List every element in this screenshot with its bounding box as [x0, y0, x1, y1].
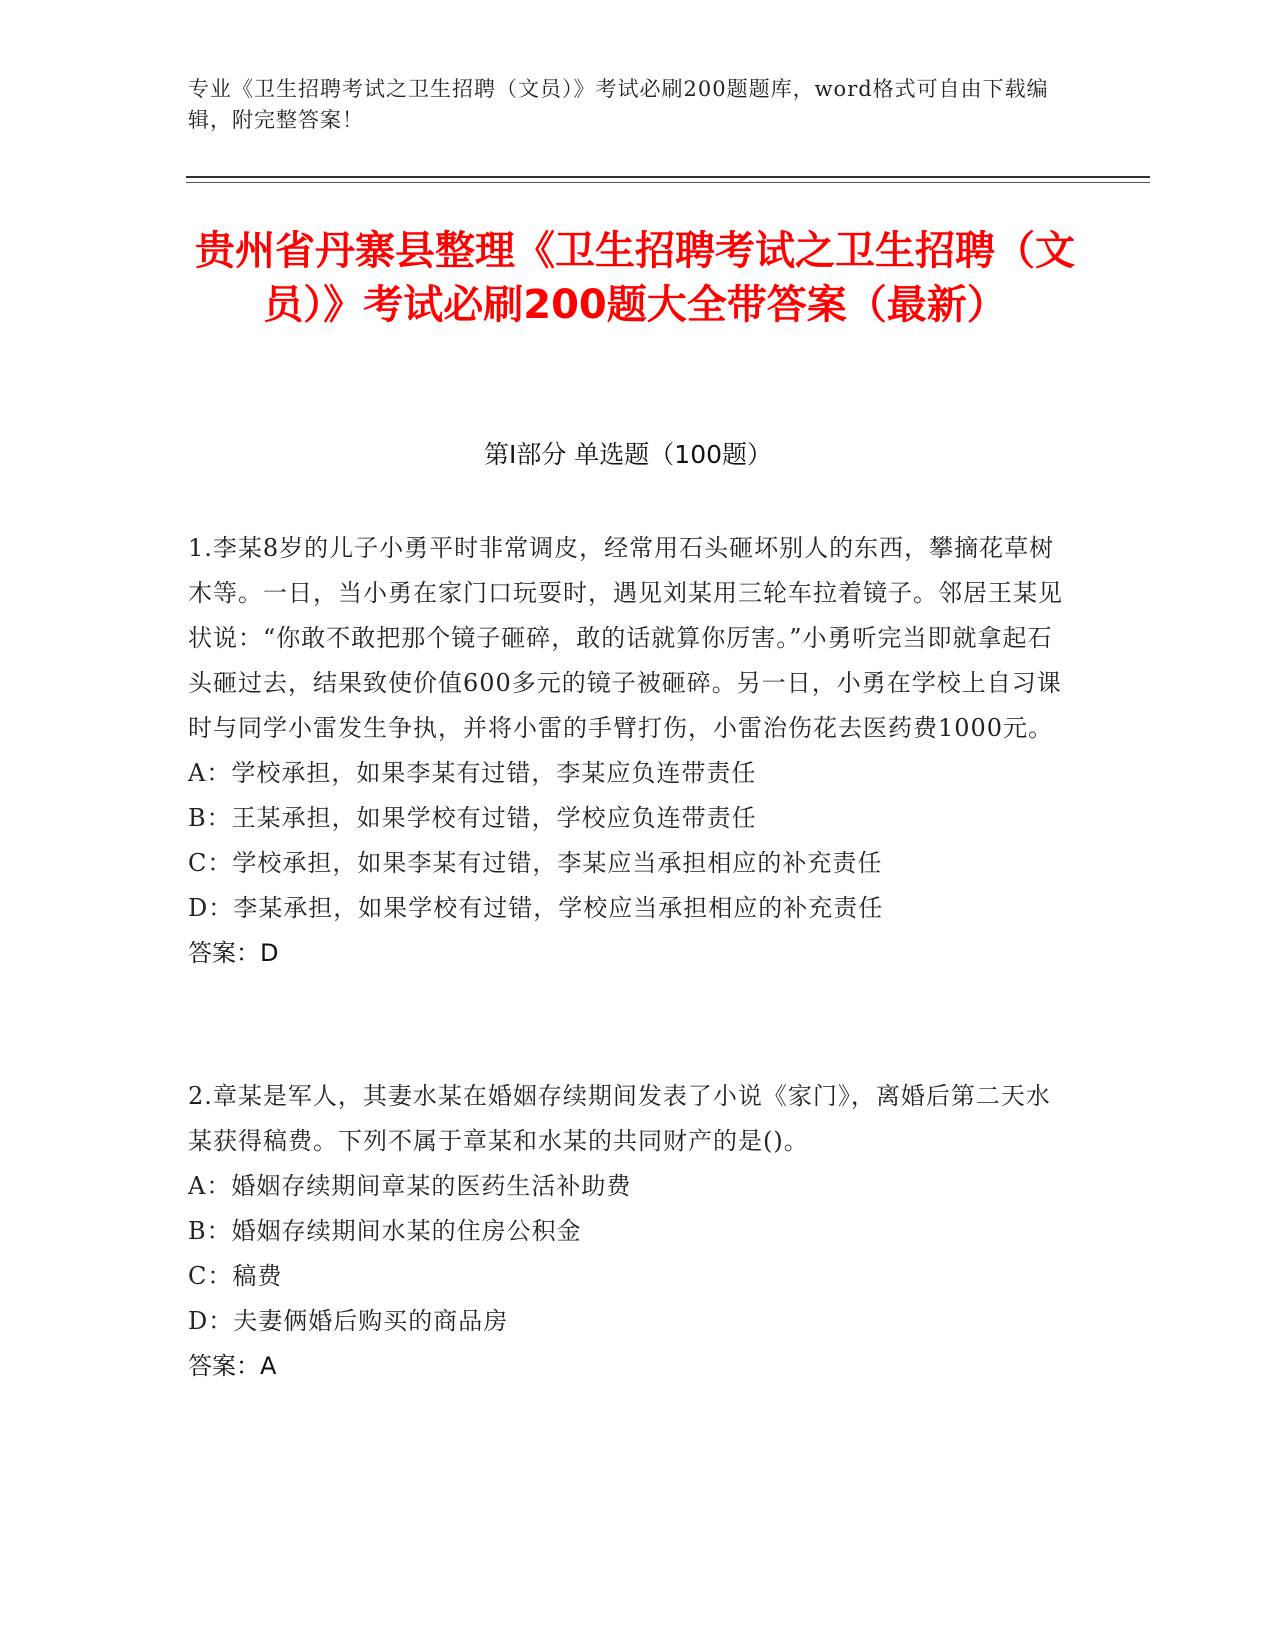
question-stem: 2.章某是军人，其妻水某在婚姻存续期间发表了小说《家门》，离婚后第二天水某获得稿费。下列不属于章某和水某的共同财产的是()。 — [188, 1082, 1051, 1155]
question-answer: 答案：A — [188, 1352, 277, 1380]
section-heading: 第I部分 单选题（100题） — [483, 440, 773, 469]
header-divider-thick — [186, 176, 1150, 178]
document-title: 贵州省丹寨县整理《卫生招聘考试之卫生招聘（文员）》考试必刷200题大全带答案（最新） — [195, 228, 1075, 328]
option-c: C：学校承担，如果李某有过错，李某应当承担相应的补充责任 — [188, 849, 883, 877]
question-1 — [188, 526, 1068, 976]
option-d: D：李某承担，如果学校有过错，学校应当承担相应的补充责任 — [188, 894, 884, 922]
option-c: C：稿费 — [188, 1262, 283, 1290]
option-a: A：学校承担，如果李某有过错，李某应负连带责任 — [188, 759, 757, 787]
option-b: B：婚姻存续期间水某的住房公积金 — [188, 1217, 582, 1245]
option-b: B：王某承担，如果学校有过错，学校应负连带责任 — [188, 804, 757, 832]
question-stem: 1.李某8岁的儿子小勇平时非常调皮，经常用石头砸坏别人的东西，攀摘花草树木等。一日，当小勇在家门口玩耍时，遇见刘某用三轮车拉着镜子。邻居王某见状说：“你敢不敢把那个镜子砸碎，敢的话就算你厉害。”小勇听完当即就拿起石头砸过去，结果致使价值600多元的镜子被砸碎。另一日，小勇在学校上自习课时与同学小雷发生争执，并将小雷的手臂打伤，小雷治伤花去医药费1000元。 — [188, 534, 1063, 742]
question-answer: 答案：D — [188, 939, 279, 967]
header-divider-thin — [186, 182, 1150, 183]
header-note: 专业《卫生招聘考试之卫生招聘（文员）》考试必刷200题题库，word格式可自由下载编辑，附完整答案！ — [188, 77, 1049, 132]
option-a: A：婚姻存续期间章某的医药生活补助费 — [188, 1172, 632, 1200]
option-d: D：夫妻俩婚后购买的商品房 — [188, 1307, 509, 1335]
question-2 — [188, 1074, 1068, 1389]
